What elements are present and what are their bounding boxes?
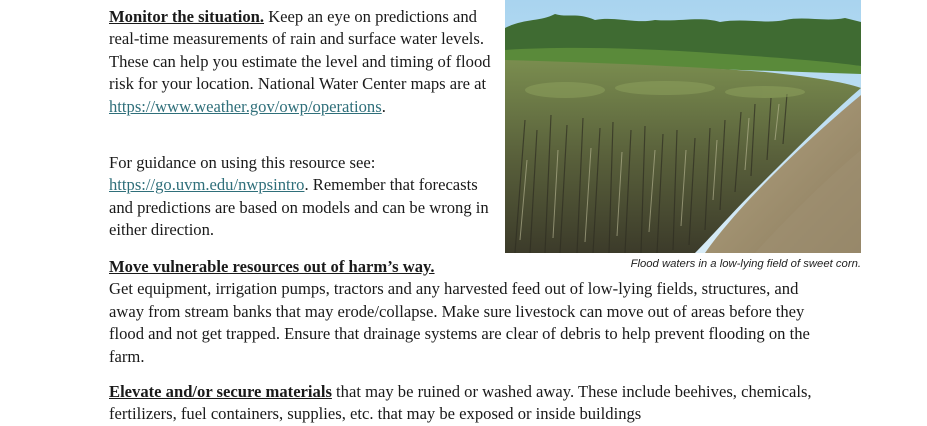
guidance-body: . Remember that forecasts and predictions are based on models and can be wrong in either direction.	[109, 175, 489, 240]
move-heading: Move vulnerable resources out of harm’s way.	[109, 257, 435, 276]
elevate-heading: Elevate and/or secure materials	[109, 382, 332, 401]
monitor-end: .	[381, 96, 386, 116]
photo-caption: Flood waters in a low-lying field of sweet corn.	[630, 258, 861, 270]
owp-operations-link[interactable]: https://www.weather.gov/owp/operations	[109, 96, 382, 116]
move-body: Get equipment, irrigation pumps, tractors and any harvested feed out of low-lying fields, structures, and away from stream banks that may erode/collapse. Make sure livestock can move out of areas before they flood and not get trapped. Ensure that drainage systems are clear of debris to help prevent flooding on the farm.	[109, 279, 810, 366]
guidance-intro: For guidance on using this resource see:	[109, 153, 376, 172]
elevate-paragraph	[109, 381, 829, 426]
elevate-body: that may be ruined or washed away. These include beehives, chemicals, fertilizers, fuel containers, supplies, etc. that may be exposed or inside buildings	[109, 382, 812, 424]
monitor-body: Keep an eye on predictions and real-time measurements of rain and surface water levels. These can help you estimate the level and timing of flood risk for your location. National Water Center maps are at	[109, 7, 491, 94]
nwps-intro-link[interactable]: https://go.uvm.edu/nwpsintro	[109, 175, 305, 195]
guidance-paragraph	[109, 152, 495, 242]
monitor-paragraph	[109, 6, 495, 118]
monitor-heading: Monitor the situation.	[109, 7, 265, 26]
move-paragraph	[109, 256, 829, 368]
flooded-cornfield-photo	[505, 0, 861, 253]
